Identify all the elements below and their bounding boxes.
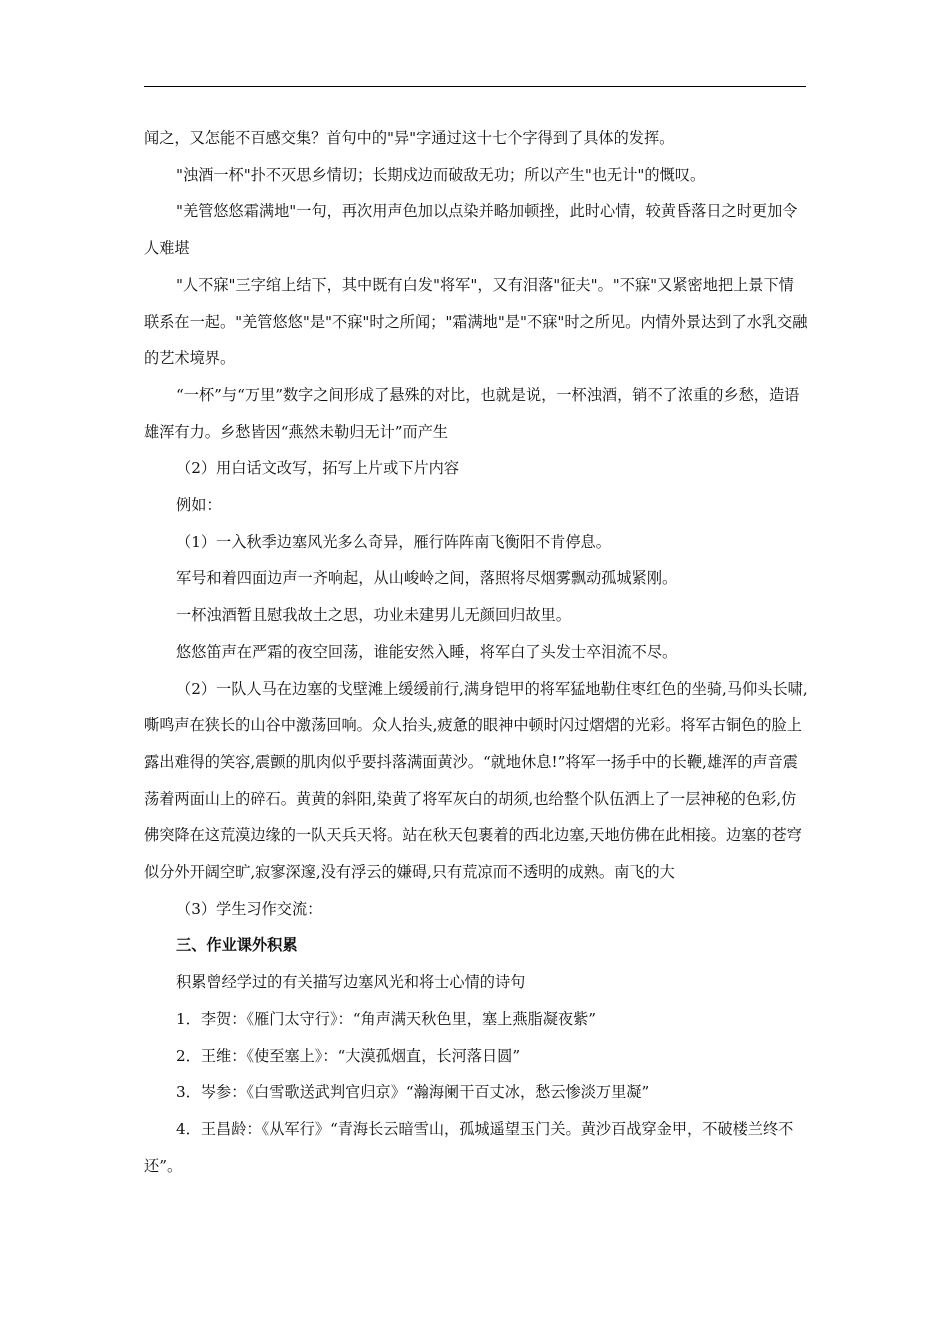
paragraph-rewrite-1-line4: 悠悠笛声在严霜的夜空回荡，谁能安然入睡，将军白了头发士卒泪流不尽。 <box>176 642 678 661</box>
paragraph-zhuojiu: "浊酒一杯"扑不灭思乡情切；长期戍边而破敌无功；所以产生"也无计"的慨叹。 <box>176 165 706 184</box>
list-item-poem-3: 3．岑参：《白雪歌送武判官归京》“瀚海阑干百丈冰，愁云惨淡万里凝” <box>176 1083 650 1102</box>
list-item-poem-1: 1．李贺：《雁门太守行》：“角声满天秋色里，塞上燕脂凝夜紫” <box>176 1009 597 1028</box>
list-item-poem-2: 2．王维：《使至塞上》：“大漠孤烟直，长河落日圆” <box>176 1046 521 1065</box>
paragraph-qiangguan: "羌管悠悠霜满地"一句，再次用声色加以点染并略加顿挫，此时心情，较黄昏落日之时更加令人难堪 <box>144 202 798 258</box>
paragraph-renbumei: "人不寐"三字绾上结下，其中既有白发"将军"，又有泪落"征夫"。"不寐"又紧密地把上景下情联系在一起。"羌管悠悠"是"不寐"时之所闻；"霜满地"是"不寐"时之所见。内情外景达到了水乳交融的艺术境界。 <box>144 275 808 368</box>
paragraph-accumulate: 积累曾经学过的有关描写边塞风光和将士心情的诗句 <box>176 973 526 992</box>
paragraph-continuation: 闻之，又怎能不百感交集？首句中的"异"字通过这十七个字得到了具体的发挥。 <box>144 129 675 147</box>
document-body <box>144 120 808 1184</box>
paragraph-example: 例如： <box>176 496 222 515</box>
list-item-poem-4: 4．王昌龄：《从军行》“青海长云暗雪山，孤城遥望玉门关。黄沙百战穿金甲，不破楼兰终不还”。 <box>144 1119 794 1175</box>
header-rule <box>144 86 806 87</box>
paragraph-rewrite-1-line2: 军号和着四面边声一齐响起，从山峻岭之间，落照将尽烟雾飘动孤城紧刚。 <box>176 569 678 588</box>
paragraph-task-3: （3）学生习作交流： <box>176 899 323 918</box>
paragraph-rewrite-1: （1）一入秋季边塞风光多么奇异，雁行阵阵南飞衡阳不肯停息。 <box>176 532 611 551</box>
section-heading-homework: 三、作业课外积累 <box>176 936 298 955</box>
paragraph-task-2: （2）用白话文改写，拓写上片或下片内容 <box>176 459 460 478</box>
paragraph-rewrite-1-line3: 一杯浊酒暂且慰我故土之思，功业未建男儿无颜回归故里。 <box>176 606 571 625</box>
paragraph-contrast: “一杯”与“万里”数字之间形成了悬殊的对比，也就是说，一杯浊酒，销不了浓重的乡愁，造语雄浑有力。乡愁皆因“燕然未勒归无计”而产生 <box>144 385 800 441</box>
paragraph-rewrite-2: （2）一队人马在边塞的戈壁滩上缓缓前行,满身铠甲的将军猛地勒住枣红色的坐骑,马仰头长啸,嘶鸣声在狭长的山谷中激荡回响。众人抬头,疲惫的眼神中顿时闪过熠熠的光彩。将军古铜色的脸上露出难得的笑容,震颤的肌肉似乎要抖落满面黄沙。“就地休息!”将军一扬手中的长鞭,雄浑的声音震荡着两面山上的碎石。黄黄的斜阳,染黄了将军灰白的胡须,也给整个队伍洒上了一层神秘的色彩,仿佛突降在这荒漠边缘的一队天兵天将。站在秋天包裹着的西北边塞,天地仿佛在此相接。边塞的苍穹似分外开阔空旷,寂寥深邃,没有浮云的嫌碍,只有荒凉而不透明的成熟。南飞的大 <box>144 679 808 882</box>
